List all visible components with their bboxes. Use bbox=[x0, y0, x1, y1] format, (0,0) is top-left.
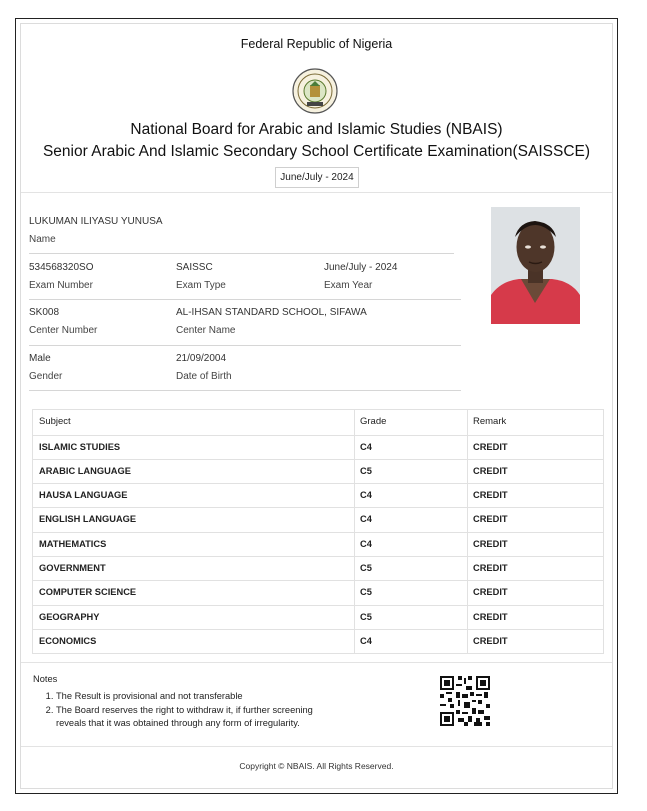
result-card bbox=[20, 23, 613, 789]
note-item: 1. The Result is provisional and not transferable bbox=[56, 690, 333, 704]
subject-cell: ENGLISH LANGUAGE bbox=[39, 514, 137, 525]
remark-cell: CREDIT bbox=[473, 465, 508, 476]
remark-cell: CREDIT bbox=[473, 611, 508, 622]
note-item: 2. The Board reserves the right to withdraw it, if further screening reveals that it was obtained through any form of irregularity. bbox=[56, 704, 333, 731]
table-row bbox=[33, 460, 603, 484]
subject-cell: COMPUTER SCIENCE bbox=[39, 587, 137, 598]
table-row bbox=[33, 606, 603, 630]
remark-cell: CREDIT bbox=[473, 587, 508, 598]
grade-cell: C4 bbox=[360, 441, 372, 452]
exam-year: June/July - 2024 bbox=[324, 262, 398, 273]
candidate-photo-image bbox=[491, 207, 580, 324]
candidate-photo bbox=[491, 207, 580, 324]
remark-cell: CREDIT bbox=[473, 562, 508, 573]
notes-list bbox=[33, 690, 333, 731]
subject-cell: ARABIC LANGUAGE bbox=[39, 465, 131, 476]
notes-title: Notes bbox=[33, 674, 58, 684]
session-badge: June/July - 2024 bbox=[275, 167, 359, 188]
nbais-seal-icon bbox=[292, 68, 338, 114]
dob-field bbox=[176, 353, 232, 382]
grade-cell: C5 bbox=[360, 587, 372, 598]
remark-cell: CREDIT bbox=[473, 441, 508, 452]
divider bbox=[21, 746, 612, 747]
table-row bbox=[33, 557, 603, 581]
table-row bbox=[33, 533, 603, 557]
center-number-field bbox=[29, 307, 97, 336]
result-header bbox=[21, 24, 612, 193]
center-number-label: Center Number bbox=[29, 325, 98, 336]
qr-code-icon bbox=[440, 676, 490, 726]
notes-section bbox=[33, 674, 333, 731]
grade-cell: C5 bbox=[360, 465, 372, 476]
table-header-row bbox=[33, 410, 603, 436]
grade-cell: C5 bbox=[360, 611, 372, 622]
country-title: Federal Republic of Nigeria bbox=[240, 37, 393, 51]
subject-cell: GEOGRAPHY bbox=[39, 611, 100, 622]
exam-title: Senior Arabic And Islamic Secondary School Certificate Examination(SAISSCE) bbox=[42, 143, 591, 160]
divider bbox=[21, 662, 612, 663]
divider bbox=[29, 390, 461, 391]
subject-cell: MATHEMATICS bbox=[39, 538, 107, 549]
exam-year-field bbox=[324, 262, 397, 291]
exam-type-label: Exam Type bbox=[176, 280, 226, 291]
divider bbox=[29, 253, 454, 254]
gender: Male bbox=[29, 353, 51, 364]
grade-cell: C4 bbox=[360, 490, 372, 501]
remark-header: Remark bbox=[473, 416, 507, 427]
remark-cell: CREDIT bbox=[473, 538, 508, 549]
table-row bbox=[33, 436, 603, 460]
subject-cell: ISLAMIC STUDIES bbox=[39, 441, 121, 452]
results-table bbox=[32, 409, 604, 654]
center-number: SK008 bbox=[29, 307, 60, 318]
exam-number-label: Exam Number bbox=[29, 280, 93, 291]
subject-cell: ECONOMICS bbox=[39, 635, 97, 646]
center-name: AL-IHSAN STANDARD SCHOOL, SIFAWA bbox=[176, 307, 367, 318]
grade-cell: C4 bbox=[360, 514, 372, 525]
gender-label: Gender bbox=[29, 371, 63, 382]
exam-number-field bbox=[29, 262, 94, 291]
table-row bbox=[33, 484, 603, 508]
name-label: Name bbox=[29, 234, 56, 245]
dob-label: Date of Birth bbox=[176, 371, 232, 382]
remark-cell: CREDIT bbox=[473, 514, 508, 525]
board-title: National Board for Arabic and Islamic Studies (NBAIS) bbox=[130, 121, 503, 138]
exam-number: 534568320SO bbox=[29, 262, 94, 273]
exam-year-label: Exam Year bbox=[324, 280, 373, 291]
center-name-label: Center Name bbox=[176, 325, 236, 336]
table-row bbox=[33, 630, 603, 654]
table-row bbox=[33, 581, 603, 605]
exam-type-field bbox=[176, 262, 226, 291]
candidate-name: LUKUMAN ILIYASU YUNUSA bbox=[29, 216, 163, 227]
center-name-field bbox=[176, 307, 367, 336]
grade-cell: C4 bbox=[360, 635, 372, 646]
date-of-birth: 21/09/2004 bbox=[176, 353, 227, 364]
gender-field bbox=[29, 353, 62, 382]
grade-cell: C4 bbox=[360, 538, 372, 549]
divider bbox=[29, 345, 461, 346]
subject-cell: GOVERNMENT bbox=[39, 562, 106, 573]
remark-cell: CREDIT bbox=[473, 490, 508, 501]
result-slip bbox=[15, 18, 618, 794]
copyright-text: Copyright © NBAIS. All Rights Reserved. bbox=[239, 761, 394, 771]
remark-cell: CREDIT bbox=[473, 635, 508, 646]
grade-header: Grade bbox=[360, 416, 387, 427]
subject-cell: HAUSA LANGUAGE bbox=[39, 490, 128, 501]
table-row bbox=[33, 508, 603, 532]
divider bbox=[29, 299, 461, 300]
grade-cell: C5 bbox=[360, 562, 372, 573]
candidate-name-field bbox=[29, 216, 163, 245]
subject-header: Subject bbox=[39, 416, 71, 427]
exam-type: SAISSC bbox=[176, 262, 213, 273]
